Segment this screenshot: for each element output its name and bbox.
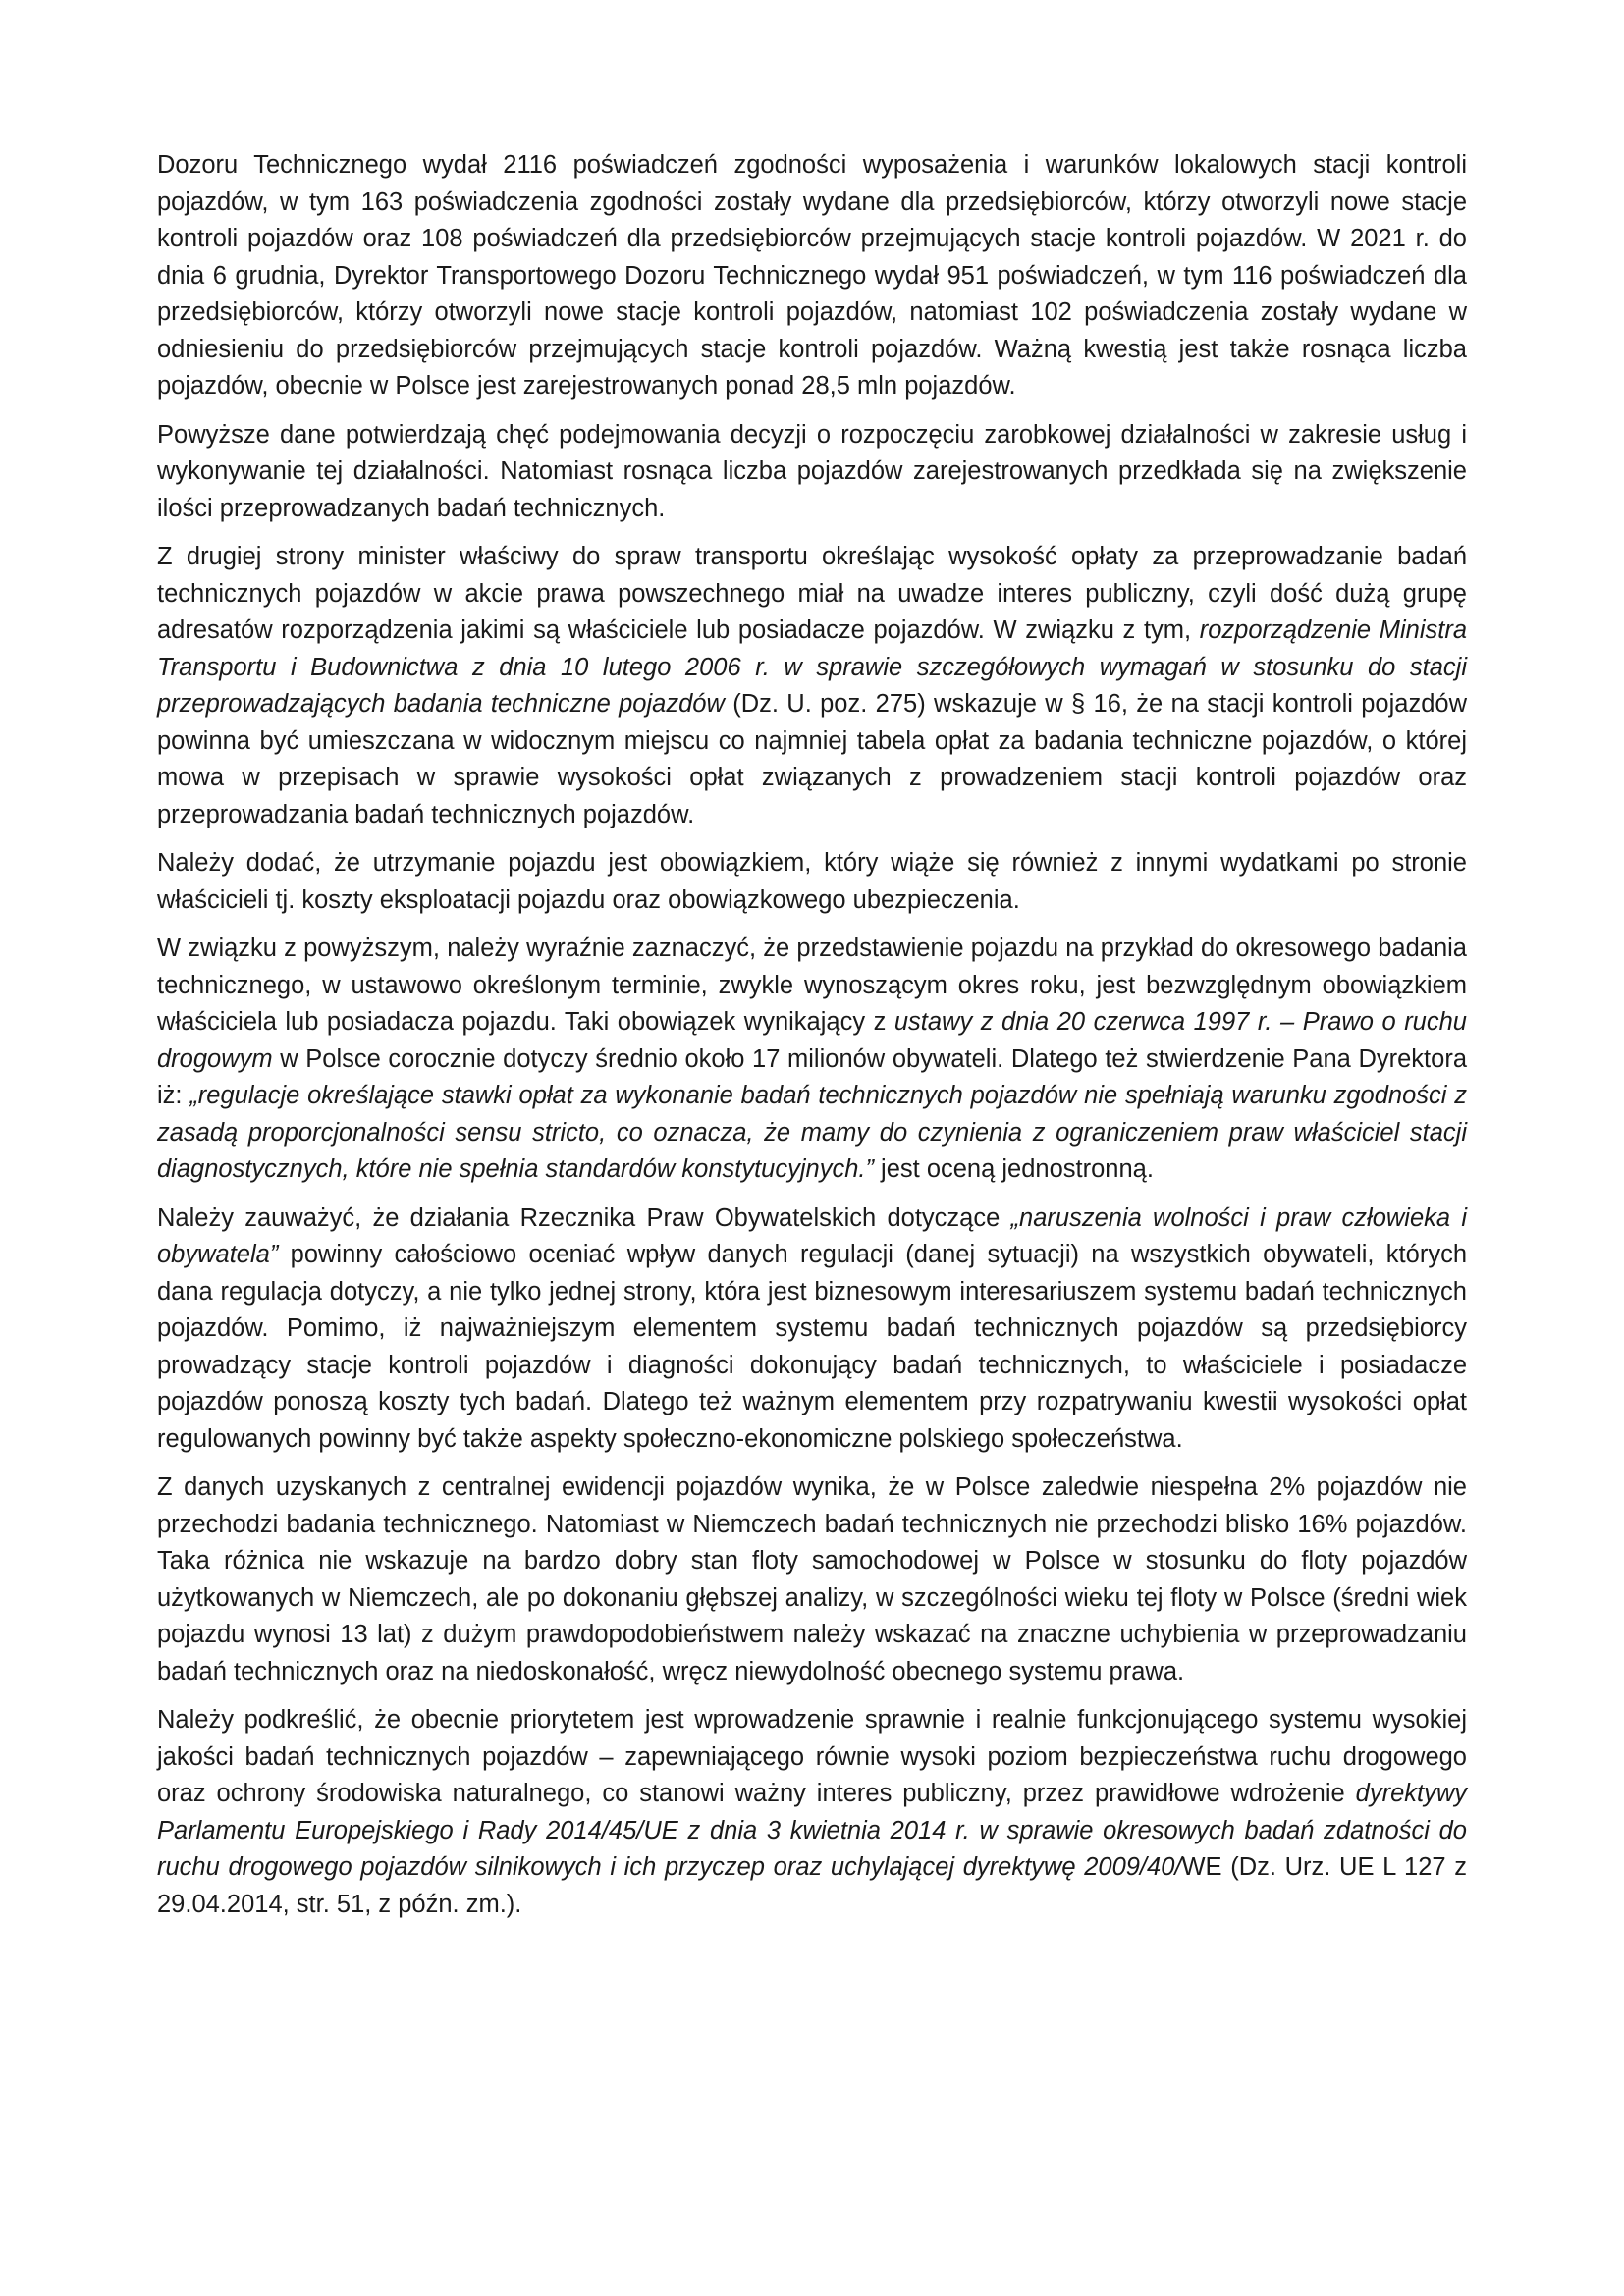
paragraph-7-text: Z danych uzyskanych z centralnej ewidencji pojazdów wynika, że w Polsce zaledwie niespełna 2% pojazdów nie przechodzi badania technicznego. Natomiast w Niemczech badań technicznych nie przechodzi blisko 16% pojazdów. Taka różnica nie wskazuje na bardzo dobry stan floty samochodowej w Polsce w stosunku do floty pojazdów użytkowanych w Niemczech, ale po dokonaniu głębszej analizy, w szczególności wieku tej floty w Polsce (średni wiek pojazdu wynosi 13 lat) z dużym prawdopodobieństwem należy wskazać na znaczne uchybienia w przeprowadzaniu badań technicznych oraz na niedoskonałość, wręcz niewydolność obecnego systemu prawa. xyxy=(157,1473,1467,1685)
paragraph-7 xyxy=(157,1469,1467,1690)
regulation-citation: rozporządzenie Ministra Transportu i Budownictwa z dnia 10 lutego 2006 r. w sprawie szczegółowych wymagań w stosunku do stacji przeprowadzających badania techniczne pojazdów xyxy=(157,616,1468,718)
paragraph-5-text: W związku z powyższym, należy wyraźnie zaznaczyć, że przedstawienie pojazdu na przykład do okresowego badania technicznego, w ustawowo określonym terminie, zwykle wynoszącym okres roku, jest bezwzględnym obowiązkiem właściciela lub posiadacza pojazdu. Taki obowiązek wynikający z xyxy=(157,934,1467,1036)
paragraph-8 xyxy=(157,1702,1467,1923)
paragraph-6 xyxy=(157,1201,1467,1459)
act-citation: ustawy z dnia 20 czerwca 1997 r. – Prawo o ruchu drogowym xyxy=(157,1008,1467,1073)
paragraph-4-text: Należy dodać, że utrzymanie pojazdu jest obowiązkiem, który wiąże się również z innymi wydatkami po stronie właścicieli tj. koszty eksploatacji pojazdu oraz obowiązkowego ubezpieczenia. xyxy=(157,849,1467,914)
paragraph-4 xyxy=(157,845,1467,919)
paragraph-1-text: Dozoru Technicznego wydał 2116 poświadczeń zgodności wyposażenia i warunków lokalowych stacji kontroli pojazdów, w tym 163 poświadczenia zgodności zostały wydane dla przedsiębiorców, którzy otworzyli nowe stacje kontroli pojazdów oraz 108 poświadczeń dla przedsiębiorców przejmujących stacje kontroli pojazdów. W 2021 r. do dnia 6 grudnia, Dyrektor Transportowego Dozoru Technicznego wydał 951 poświadczeń, w tym 116 poświadczeń dla przedsiębiorców, którzy otworzyli nowe stacje kontroli pojazdów, natomiast 102 poświadczenia zostały wydane w odniesieniu do przedsiębiorców przejmujących stacje kontroli pojazdów. Ważną kwestią jest także rosnąca liczba pojazdów, obecnie w Polsce jest zarejestrowanych ponad 28,5 mln pojazdów. xyxy=(157,151,1467,400)
director-quote: „regulacje określające stawki opłat za wykonanie badań technicznych pojazdów nie spełniają warunku zgodności z zasadą proporcjonalności sensu stricto, co oznacza, że mamy do czynienia z ograniczeniem praw właściciel stacji diagnostycznych, które nie spełnia standardów konstytucyjnych.” xyxy=(157,1082,1467,1183)
paragraph-2 xyxy=(157,417,1467,528)
paragraph-8-text-cont: WE (Dz. Urz. UE L 127 z 29.04.2014, str. 51, z późn. zm.). xyxy=(157,1853,1467,1918)
document-body xyxy=(157,147,1467,1935)
paragraph-3 xyxy=(157,539,1467,833)
paragraph-5-text-cont: w Polsce corocznie dotyczy średnio około 17 milionów obywateli. Dlatego też stwierdzenie Pana Dyrektora iż: xyxy=(157,1044,1467,1109)
paragraph-5 xyxy=(157,931,1467,1189)
paragraph-1 xyxy=(157,147,1467,405)
paragraph-6-text-cont: powinny całościowo oceniać wpływ danych regulacji (danej sytuacji) na wszystkich obywateli, których dana regulacja dotyczy, a nie tylko jednej strony, która jest biznesowym interesariuszem systemu badań technicznych pojazdów. Pomimo, iż najważniejszym elementem systemu badań technicznych pojazdów są przedsiębiorcy prowadzący stacje kontroli pojazdów i diagności dokonujący badań technicznych, to właściciele i posiadacze pojazdów ponoszą koszty tych badań. Dlatego też ważnym elementem przy rozpatrywaniu kwestii wysokości opłat regulowanych powinny być także aspekty społeczno-ekonomiczne polskiego społeczeństwa. xyxy=(157,1241,1467,1453)
paragraph-5-text-end: jest oceną jednostronną. xyxy=(873,1155,1154,1183)
paragraph-3-text: Z drugiej strony minister właściwy do spraw transportu określając wysokość opłaty za przeprowadzanie badań technicznych pojazdów w akcie prawa powszechnego miał na uwadze interes publiczny, czyli dość dużą grupę adresatów rozporządzenia jakimi są właściciele lub posiadacze pojazdów. W związku z tym, xyxy=(157,543,1467,644)
paragraph-8-text: Należy podkreślić, że obecnie priorytetem jest wprowadzenie sprawnie i realnie funkcjonującego systemu wysokiej jakości badań technicznych pojazdów – zapewniającego równie wysoki poziom bezpieczeństwa ruchu drogowego oraz ochrony środowiska naturalnego, co stanowi ważny interes publiczny, przez prawidłowe wdrożenie xyxy=(157,1706,1467,1807)
paragraph-2-text: Powyższe dane potwierdzają chęć podejmowania decyzji o rozpoczęciu zarobkowej działalności w zakresie usług i wykonywanie tej działalności. Natomiast rosnąca liczba pojazdów zarejestrowanych przedkłada się na zwiększenie ilości przeprowadzanych badań technicznych. xyxy=(157,420,1467,522)
directive-citation: dyrektywy Parlamentu Europejskiego i Rady 2014/45/UE z dnia 3 kwietnia 2014 r. w sprawie okresowych badań zdatności do ruchu drogowego pojazdów silnikowych i ich przyczep oraz uchylającej dyrektywę 2009/40/ xyxy=(157,1780,1467,1881)
rights-quote: „naruszenia wolności i praw człowieka i obywatela” xyxy=(157,1203,1467,1268)
paragraph-6-text: Należy zauważyć, że działania Rzecznika Praw Obywatelskich dotyczące xyxy=(157,1203,1011,1232)
paragraph-3-text-cont: (Dz. U. poz. 275) wskazuje w § 16, że na stacji kontroli pojazdów powinna być umieszczana w widocznym miejscu co najmniej tabela opłat za badania techniczne pojazdów, o której mowa w przepisach w sprawie wysokości opłat związanych z prowadzeniem stacji kontroli pojazdów oraz przeprowadzania badań technicznych pojazdów. xyxy=(157,690,1467,828)
